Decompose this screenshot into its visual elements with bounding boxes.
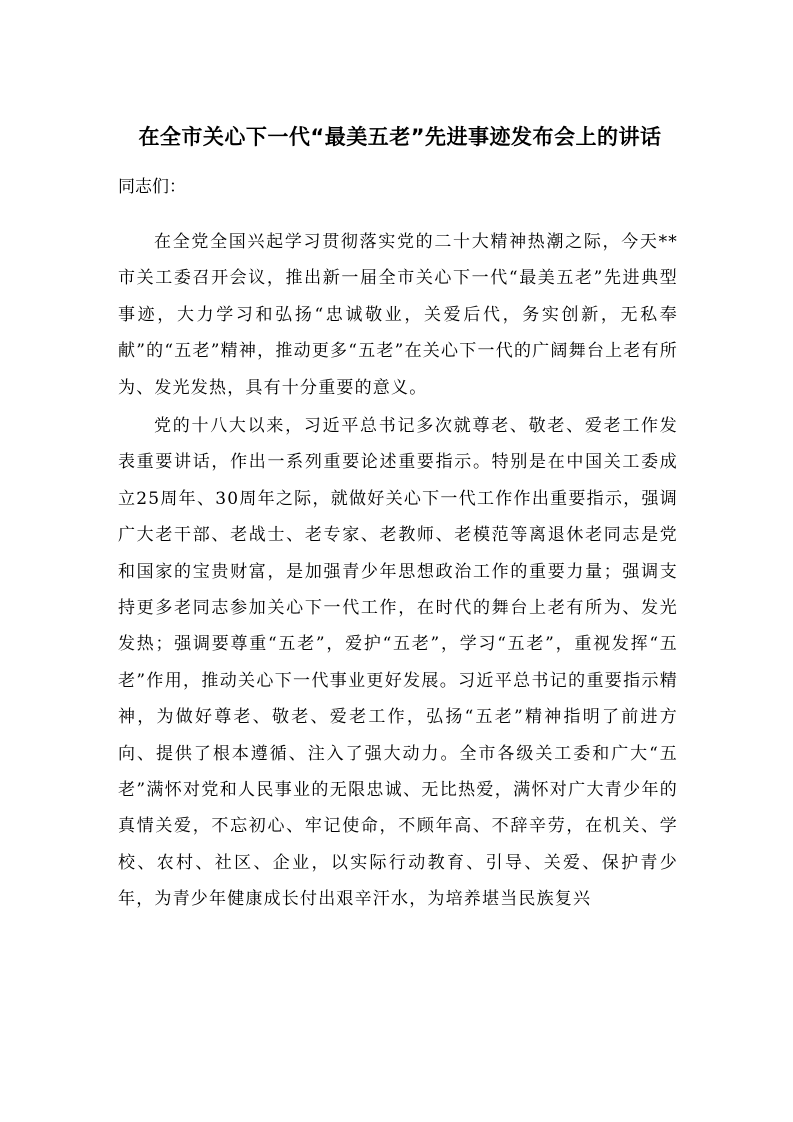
body-paragraph-1: 在全党全国兴起学习贯彻落实党的二十大精神热潮之际，今天**市关工委召开会议，推出新一届全市关心下一代“最美五老”先进典型事迹，大力学习和弘扬“忠诚敬业，关爱后代，务实创新，无私奉献”的“五老”精神，推动更多“五老”在关心下一代的广阔舞台上老有所为、发光发热，具有十分重要的意义。 (118, 232, 678, 398)
document-title: 在全市关心下一代“最美五老”先进事迹发布会上的讲话 (138, 125, 662, 149)
salutation: 同志们： (118, 177, 186, 197)
body-paragraph-2: 党的十八大以来，习近平总书记多次就尊老、敬老、爱老工作发表重要讲话，作出一系列重要论述重要指示。特别是在中国关工委成立25周年、30周年之际，就做好关心下一代工作作出重要指示，强调广大老干部、老战士、老专家、老教师、老模范等离退休老同志是党和国家的宝贵财富，是加强青少年思想政治工作的重要力量；强调支持更多老同志参加关心下一代工作，在时代的舞台上老有所为、发光发热；强调要尊重“五老”，爱护“五老”，学习“五老”，重视发挥“五老”作用，推动关心下一代事业更好发展。习近平总书记的重要指示精神，为做好尊老、敬老、爱老工作，弘扬“五老”精神指明了前进方向、提供了根本遵循、注入了强大动力。全市各级关工委和广大“五老”满怀对党和人民事业的无限忠诚、无比热爱，满怀对广大青少年的真情关爱，不忘初心、牢记使命，不顾年高、不辞辛劳，在机关、学校、农村、社区、企业，以实际行动教育、引导、关爱、保护青少年，为青少年健康成长付出艰辛汗水，为培养堪当民族复兴 (118, 416, 678, 910)
